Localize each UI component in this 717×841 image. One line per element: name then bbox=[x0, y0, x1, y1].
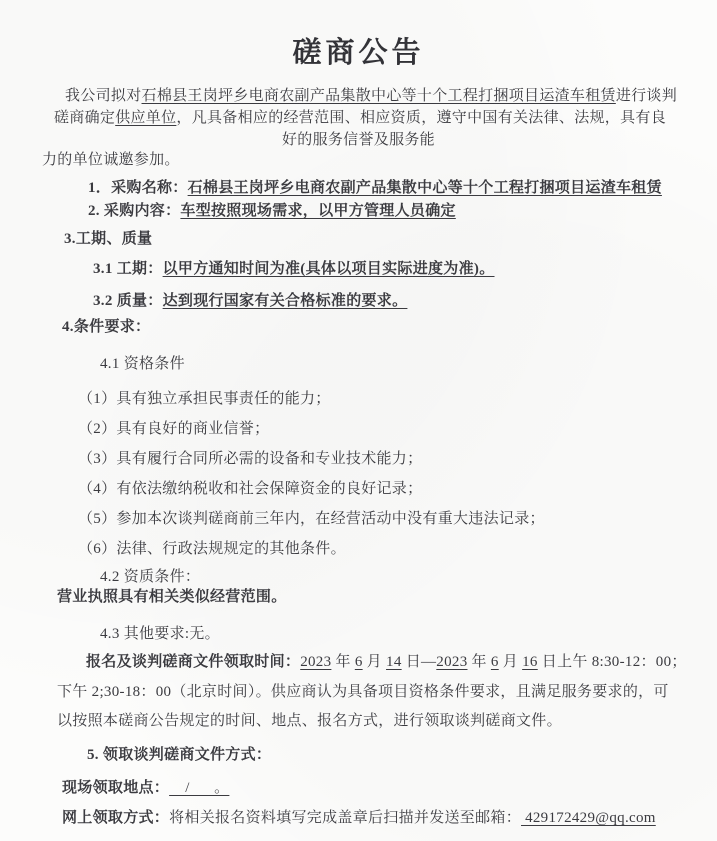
online-pickup-label: 网上领取方式： bbox=[62, 810, 170, 826]
signup-year-2: 2023 bbox=[436, 654, 468, 670]
item-2-value: 车型按照现场需求，以甲方管理人员确定 bbox=[180, 203, 456, 219]
section-4-2-heading: 4.2 资质条件： bbox=[100, 569, 201, 585]
signup-month-2: 6 bbox=[490, 654, 499, 670]
item-3-2-label: 3.2 质量： bbox=[93, 293, 163, 309]
item-2-label: 2. 采购内容： bbox=[88, 203, 181, 219]
onsite-pickup-label: 现场领取地点： bbox=[62, 780, 170, 796]
item-3-2-quality bbox=[93, 291, 407, 311]
item-3-1-value: 以甲方通知时间为准(具体以项目实际进度为准)。 bbox=[162, 261, 495, 277]
section-3-heading: 3.工期、质量 bbox=[64, 231, 153, 247]
section-5-heading: 5. 领取谈判磋商文件方式： bbox=[87, 747, 272, 763]
qualification-item-5: （5）参加本次谈判磋商前三年内，在经营活动中没有重大违法记录； bbox=[78, 511, 545, 527]
onsite-pickup-line bbox=[62, 778, 229, 798]
intro-line-1 bbox=[65, 86, 677, 106]
signup-sep-1: 年 bbox=[331, 654, 355, 670]
signup-month-1: 6 bbox=[354, 654, 363, 670]
online-pickup-line bbox=[62, 808, 656, 828]
item-2-procurement-content bbox=[88, 201, 456, 221]
item-3-2-value: 达到现行国家有关合格标准的要求。 bbox=[162, 293, 408, 309]
online-pickup-text: 将相关报名资料填写完成盖章后扫描并发送至邮箱： bbox=[169, 810, 522, 826]
signup-time-line-2: 下午 2;30-18：00（北京时间）。供应商认为具备项目资格条件要求，且满足服务要求的，可 bbox=[57, 684, 669, 700]
qualification-item-4: （4）有依法缴纳税收和社会保障资金的良好记录； bbox=[78, 481, 423, 497]
item-1-value: 石棉县王岗坪乡电商农副产品集散中心等十个工程打捆项目运渣车租赁 bbox=[187, 180, 662, 196]
signup-time-line-3: 以按照本磋商公告规定的时间、地点、报名方式，进行领取谈判磋商文件。 bbox=[57, 713, 562, 729]
onsite-pickup-blank: / 。 bbox=[169, 780, 230, 796]
item-3-1-label: 3.1 工期： bbox=[93, 261, 163, 277]
signup-time-line-1 bbox=[86, 652, 687, 672]
section-4-1-heading: 4.1 资格条件 bbox=[100, 356, 185, 372]
intro-l1-project-name: 石棉县王岗坪乡电商农副产品集散中心等十个工程打捆项目运渣车租赁 bbox=[141, 88, 616, 104]
page-title: 磋商公告 bbox=[292, 37, 425, 69]
signup-sep-3: 日— bbox=[401, 654, 437, 670]
item-3-1-duration bbox=[93, 259, 495, 279]
intro-l2-pre: 磋商确定 bbox=[54, 110, 116, 126]
signup-time-tail: 日上午 8:30-12：00； bbox=[537, 654, 687, 670]
intro-l2-supplier-term: 供应单位 bbox=[115, 110, 177, 126]
online-pickup-email: 429172429@qq.com bbox=[521, 810, 656, 826]
intro-line-2 bbox=[54, 108, 666, 128]
signup-sep-2: 月 bbox=[362, 654, 387, 670]
section-4-heading: 4.条件要求： bbox=[62, 319, 151, 335]
qualification-item-1: （1）具有独立承担民事责任的能力； bbox=[78, 391, 331, 407]
qualification-item-6: （6）法律、行政法规规定的其他条件。 bbox=[78, 541, 346, 557]
intro-l1-pre: 我公司拟对 bbox=[65, 88, 142, 104]
signup-sep-5: 月 bbox=[498, 654, 523, 670]
qualification-item-3: （3）具有履行合同所必需的设备和专业技术能力； bbox=[78, 451, 423, 467]
intro-l2-post: ，凡具备相应的经营范围、相应资质，遵守中国有关法律、法规，具有良 bbox=[176, 110, 667, 126]
section-4-3-other-requirements: 4.3 其他要求:无。 bbox=[100, 626, 220, 642]
intro-l1-post: 进行谈判 bbox=[615, 88, 678, 104]
signup-year-1: 2023 bbox=[300, 654, 332, 670]
intro-line-4: 力的单位诚邀参加。 bbox=[42, 152, 180, 168]
signup-sep-4: 年 bbox=[467, 654, 491, 670]
intro-line-3: 好的服务信誉及服务能 bbox=[281, 132, 435, 148]
item-1-label: 1．采购名称： bbox=[88, 180, 188, 196]
signup-day-1: 14 bbox=[386, 654, 402, 670]
qualification-item-2: （2）具有良好的商业信誉； bbox=[78, 421, 270, 437]
section-4-2-value: 营业执照具有相关类似经营范围。 bbox=[57, 589, 287, 605]
signup-time-label: 报名及谈判磋商文件领取时间： bbox=[86, 654, 301, 670]
item-1-procurement-name bbox=[88, 178, 662, 198]
signup-day-2: 16 bbox=[522, 654, 538, 670]
